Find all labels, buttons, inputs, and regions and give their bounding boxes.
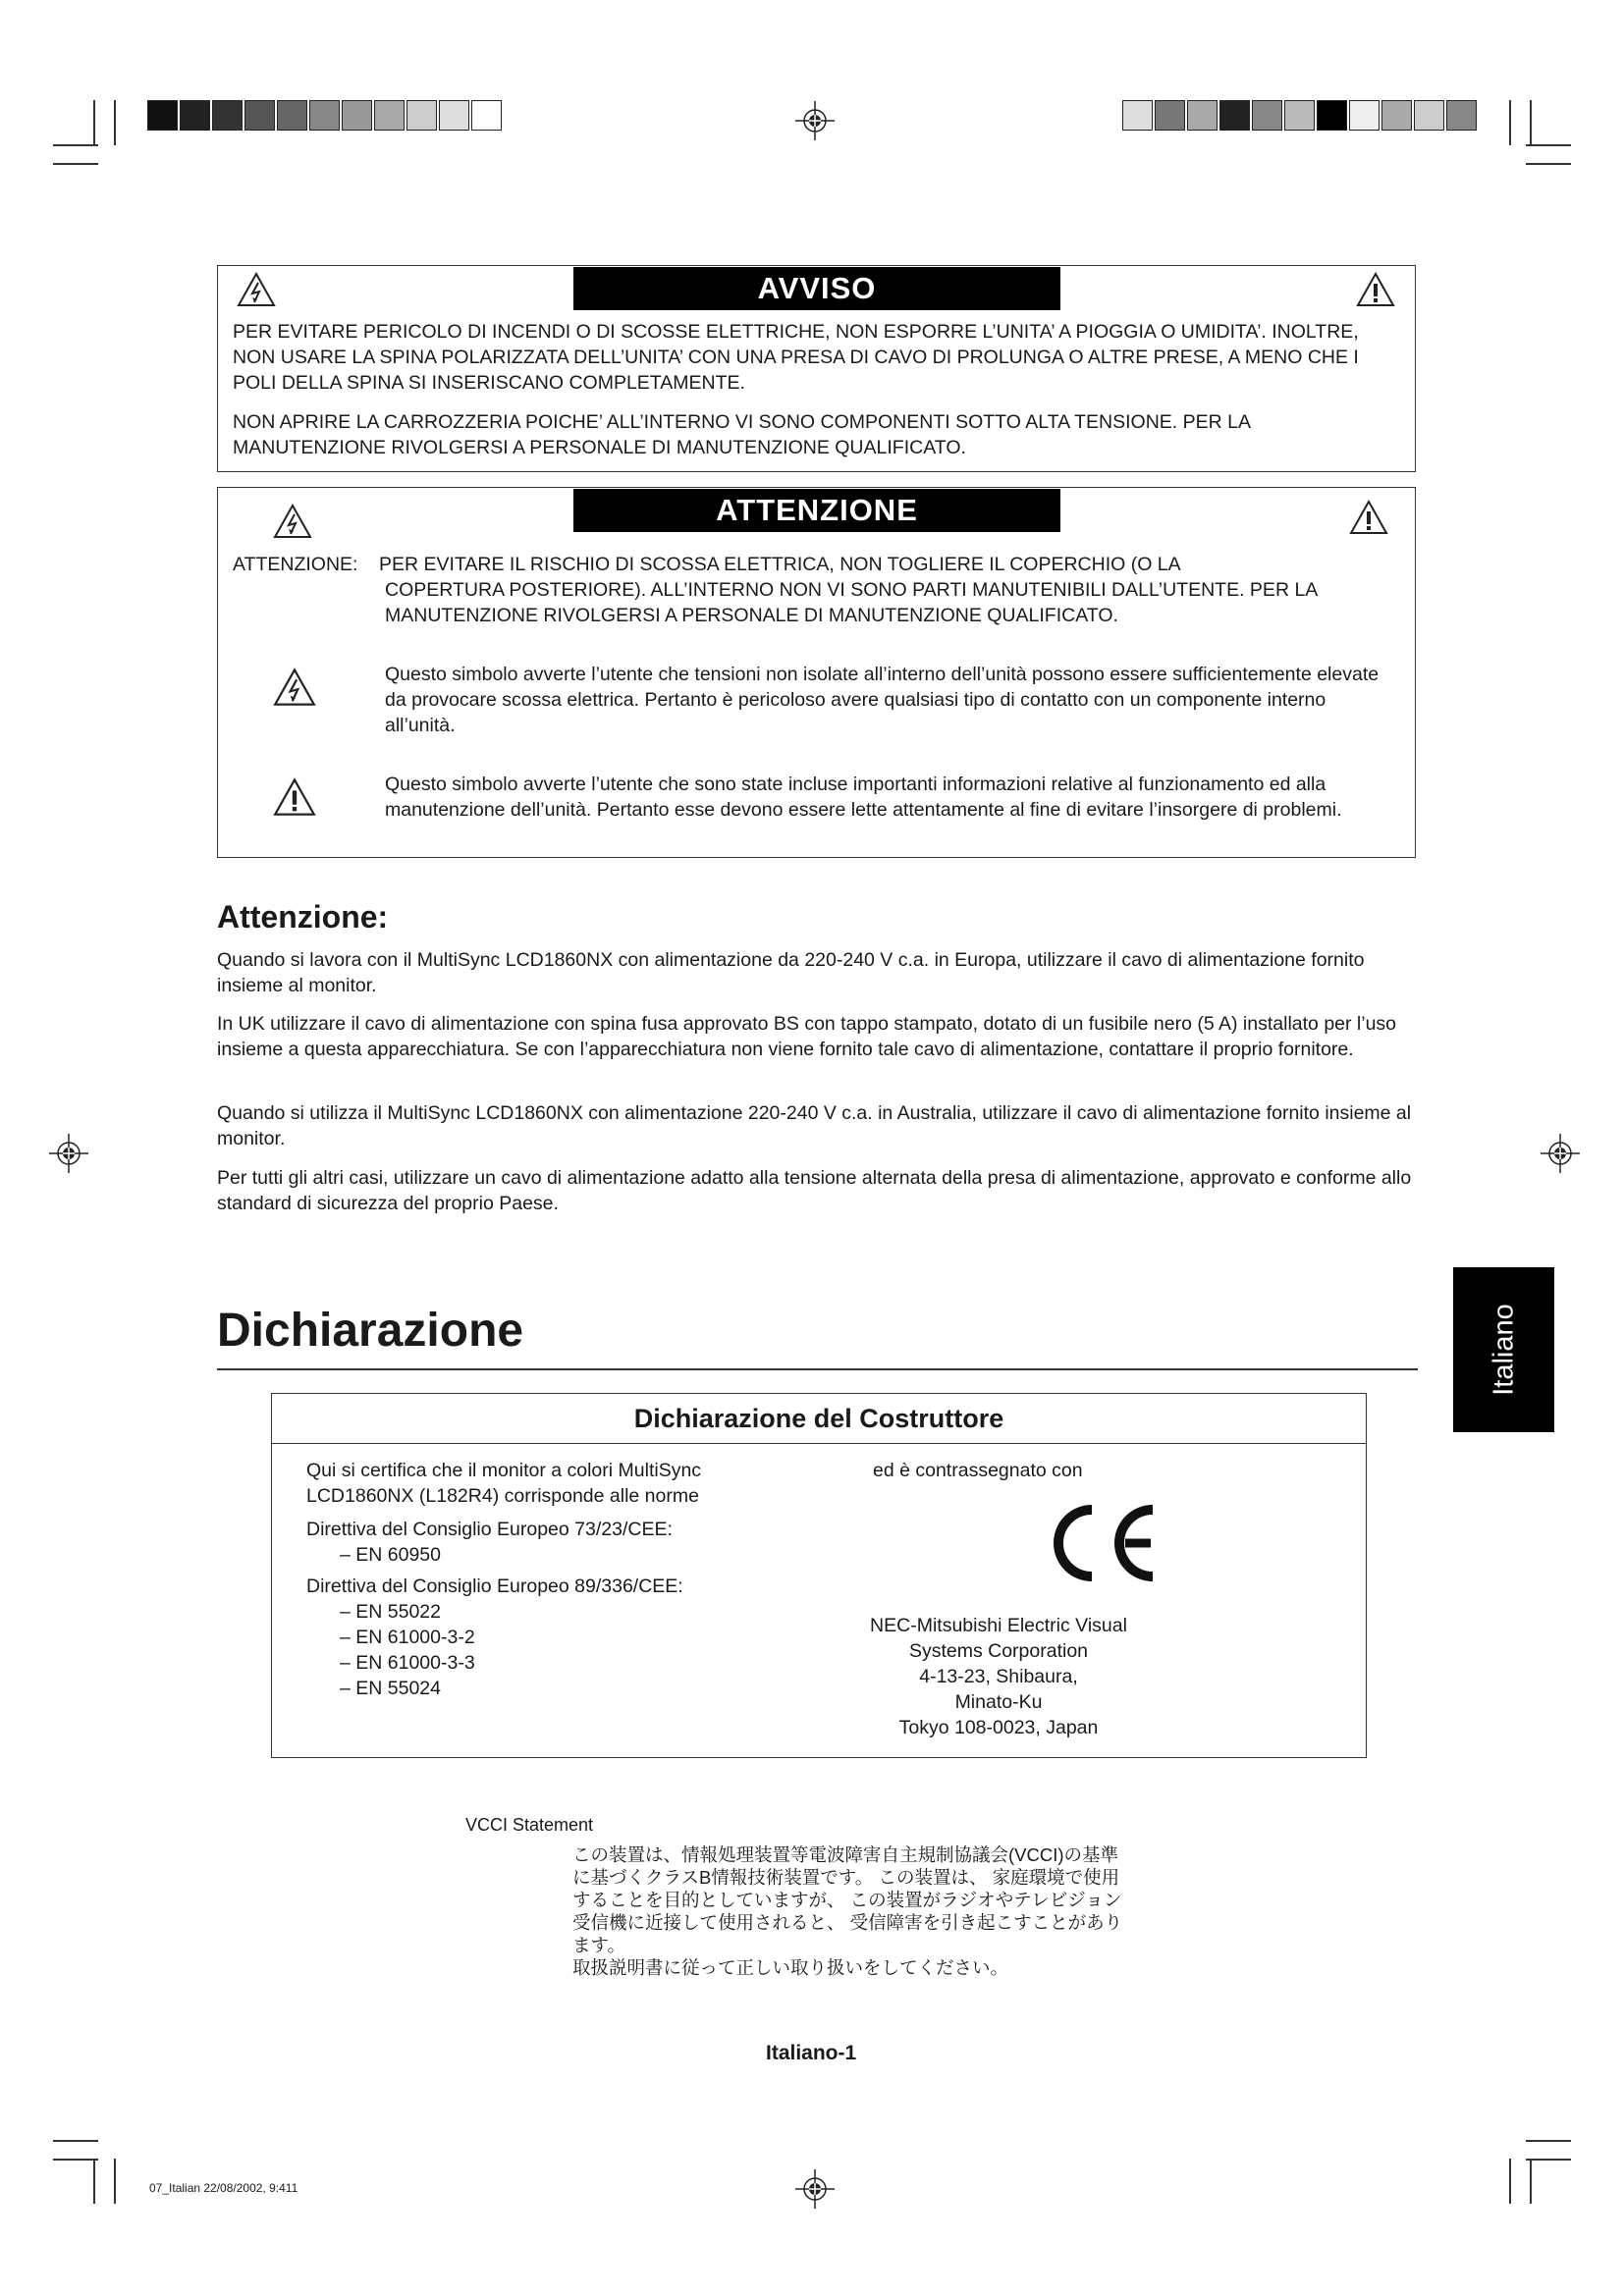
electric-shock-warning-icon [273,667,316,707]
directive-item: – EN 55022 [340,1601,441,1623]
directive-item: – EN 60950 [340,1544,441,1566]
color-swatch [180,100,210,131]
color-swatch [1284,100,1315,131]
color-swatch [1122,100,1153,131]
caution-exclamation-icon [1349,500,1388,535]
color-swatch [471,100,502,131]
attenzione-paragraph-rest: COPERTURA POSTERIORE). ALL’INTERNO NON VI SONO PARTI MANUTENIBILI DALL’UTENTE. PER LA MANUTENZIONE RIVOLGERSI A PERSONALE DI MANUTENZIONE QUALIFICATO. [385,579,1318,626]
attenzione-heading: Attenzione: [217,899,389,934]
heading-rule [217,1368,1418,1370]
dichiarazione-heading: Dichiarazione [217,1305,524,1357]
electric-shock-warning-icon [237,272,276,307]
vcci-line: 取扱説明書に従って正しい取り扱いをしてください。 [572,1957,1009,1978]
attenzione-paragraph-first-line: PER EVITARE IL RISCHIO DI SCOSSA ELETTRICA, NON TOGLIERE IL COPERCHIO (O LA [379,554,1181,575]
registration-mark-icon [1541,1134,1580,1173]
color-swatch [1414,100,1444,131]
attenzione-box [217,487,1416,858]
color-swatch [1381,100,1412,131]
color-swatch [374,100,405,131]
vcci-line: に基づくクラスB情報技術装置です。 この装置は、 家庭環境で使用 [572,1867,1120,1888]
avviso-paragraph-1: PER EVITARE PERICOLO DI INCENDI O DI SCOSSE ELETTRICHE, NON ESPORRE L’UNITA’ A PIOGGIA O UMIDITA’. INOLTRE, NON USARE LA SPINA POLARIZZATA DELL’UNITA’ CON UNA PRESA DI CAVO DI PROLUNGA O ALTRE PRESE, A MENO CHE I POLI DELLA SPINA SI INSERISCANO COMPLETAMENTE. [233,321,1359,394]
page-number: Italiano-1 [766,2042,857,2064]
color-swatch [244,100,275,131]
vcci-title: VCCI Statement [465,1815,594,1835]
language-tab [1453,1267,1554,1432]
ce-mark-icon [1045,1502,1161,1584]
attenzione-text-3: Quando si utilizza il MultiSync LCD1860NX con alimentazione 220-240 V c.a. in Australia, utilizzare il cavo di alimentazione fornito insieme al monitor. [217,1102,1412,1149]
caution-symbol-explanation: Questo simbolo avverte l’utente che sono state incluse importanti informazioni relative al funzionamento ed alla manutenzione dell’unità. Pertanto esse devono essere lette attentamente al fine di evitare l’insorgere di problemi. [385,774,1342,821]
attenzione-label: ATTENZIONE: [233,554,358,575]
color-swatch [309,100,340,131]
avviso-paragraph-2: NON APRIRE LA CARROZZERIA POICHE’ ALL’INTERNO VI SONO COMPONENTI SOTTO ALTA TENSIONE. PER LA MANUTENZIONE RIVOLGERSI A PERSONALE DI MANUTENZIONE QUALIFICATO. [233,411,1250,458]
color-swatch [406,100,437,131]
color-calibration-bar-left [147,100,504,133]
language-tab-label: Italiano [1488,1304,1519,1396]
electric-shock-warning-icon [273,504,312,539]
directive-item: – EN 61000-3-2 [340,1627,475,1648]
registration-mark-icon [49,1134,88,1173]
manufacturer-declaration-box [271,1393,1367,1758]
registration-mark-icon [795,101,835,140]
company-address-2: Minato-Ku [954,1691,1043,1713]
company-address-1: 4-13-23, Shibaura, [919,1666,1078,1687]
vcci-line: 受信機に近接して使用されると、 受信障害を引き起こすことがあり [572,1912,1123,1933]
directive-item: – EN 61000-3-3 [340,1652,475,1674]
color-swatch [1446,100,1477,131]
vcci-line: ます。 [572,1935,626,1955]
color-swatch [1187,100,1218,131]
directive-item: – EN 55024 [340,1678,441,1699]
avviso-title: AVVISO [573,267,1060,310]
vcci-line: することを目的としていますが、 この装置がラジオやテレビジョン [572,1890,1122,1910]
directive-89-336: Direttiva del Consiglio Europeo 89/336/CEE: [306,1575,683,1597]
vcci-line: この装置は、情報処理装置等電波障害自主規制協議会(VCCI)の基準 [572,1844,1119,1865]
company-address-3: Tokyo 108-0023, Japan [898,1717,1099,1738]
color-calibration-bar-right [1122,100,1479,133]
directive-73-23: Direttiva del Consiglio Europeo 73/23/CEE: [306,1519,673,1540]
color-swatch [342,100,372,131]
color-swatch [212,100,243,131]
avviso-box [217,265,1416,472]
declaration-intro-2: LCD1860NX (L182R4) corrisponde alle norme [306,1485,699,1507]
registration-mark-icon [795,2169,835,2209]
color-swatch [147,100,178,131]
caution-exclamation-icon [1356,272,1395,307]
attenzione-text-1: Quando si lavora con il MultiSync LCD1860NX con alimentazione da 220-240 V c.a. in Europa, utilizzare il cavo di alimentazione fornito insieme al monitor. [217,949,1365,996]
color-swatch [277,100,307,131]
color-swatch [1155,100,1185,131]
color-swatch [1349,100,1380,131]
declaration-title: Dichiarazione del Costruttore [272,1394,1366,1444]
vcci-statement [572,1843,1122,1979]
color-swatch [1317,100,1347,131]
print-slug: 07_Italian 22/08/2002, 9:411 [149,2181,298,2195]
color-swatch [1252,100,1282,131]
ce-marked-with-text: ed è contrassegnato con [873,1460,1083,1481]
shock-symbol-explanation: Questo simbolo avverte l’utente che tensioni non isolate all’interno dell’unità possono essere sufficientemente elevate da provocare scossa elettrica. Pertanto è pericoloso avere qualsiasi tipo di contatto con un componente interno all’unità. [385,664,1380,736]
company-name-2: Systems Corporation [908,1640,1089,1662]
caution-exclamation-icon [273,777,316,817]
declaration-intro-1: Qui si certifica che il monitor a colori MultiSync [306,1460,702,1481]
company-name-1: NEC-Mitsubishi Electric Visual [870,1615,1127,1636]
color-swatch [1219,100,1250,131]
attenzione-title: ATTENZIONE [573,489,1060,532]
attenzione-text-4: Per tutti gli altri casi, utilizzare un cavo di alimentazione adatto alla tensione alternata della presa di alimentazione, approvato e conforme allo standard di sicurezza del proprio Paese. [217,1167,1412,1214]
color-swatch [439,100,469,131]
attenzione-text-2: In UK utilizzare il cavo di alimentazione con spina fusa approvato BS con tappo stampato, dotato di un fusibile nero (5 A) installato per l’uso insieme a questa apparecchiatura. Se con l’apparecchiatura non viene fornito tale cavo di alimentazione, contattare il proprio fornitore. [217,1013,1397,1060]
